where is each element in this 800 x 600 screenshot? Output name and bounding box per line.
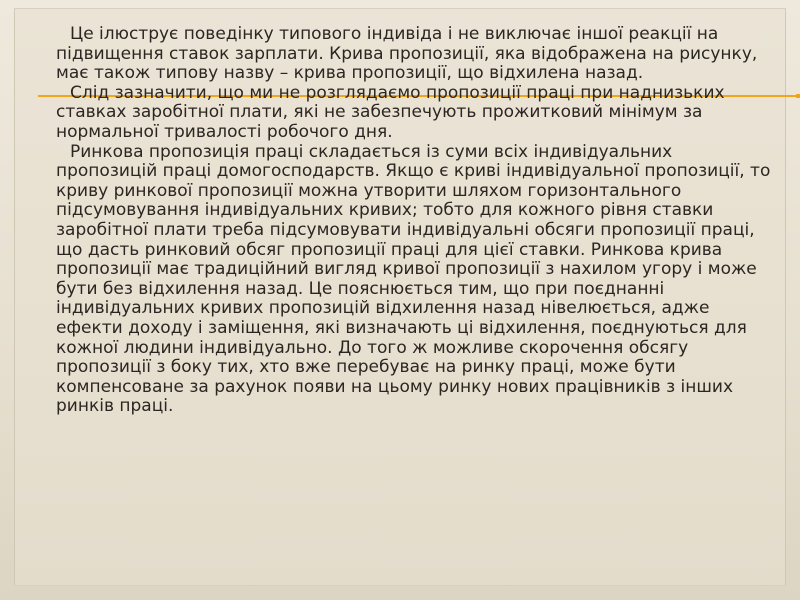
- paragraph-2: Слід зазначити, що ми не розглядаємо пропозиції праці при наднизьких ставках заробітної плати, які не забезпечують прожитковий мінімум за нормальної тривалості робочого дня.: [56, 82, 725, 142]
- paragraph-3: Ринкова пропозиція праці складається із суми всіх індивідуальних пропозицій праці домогосподарств. Якщо є криві індивідуальної пропозиції, то криву ринкової пропозиції можна утворити шляхом горизонтального підсумовування індивідуальних кривих; тобто для кожного рівня ставки заробітної плати треба підсумовувати індивідуальні обсяги пропозиції праці, що дасть ринковий обсяг пропозиції праці для цієї ставки. Ринкова крива пропозиції має традиційний вигляд кривої пропозиції з нахилом угору і може бути без відхилення назад. Це пояснюється тим, що при поєднанні індивідуальних кривих пропозицій відхилення назад нівелюється, адже ефекти доходу і заміщення, які визначають ці відхилення, поєднуються для кожної людини індивідуально. До того ж можливе скорочення обсягу пропозиції з боку тих, хто вже перебуває на ринку праці, може бути компенсоване за рахунок появи на цьому ринку нових працівників з інших ринків праці.: [56, 141, 771, 417]
- paragraph-1: Це ілюструє поведінку типового індивіда і не виключає іншої реакції на підвищення ставок зарплати. Крива пропозиції, яка відображена на рисунку, має також типову назву – крива пропозиції, що відхилена назад.: [56, 24, 758, 84]
- body-text: [56, 25, 776, 417]
